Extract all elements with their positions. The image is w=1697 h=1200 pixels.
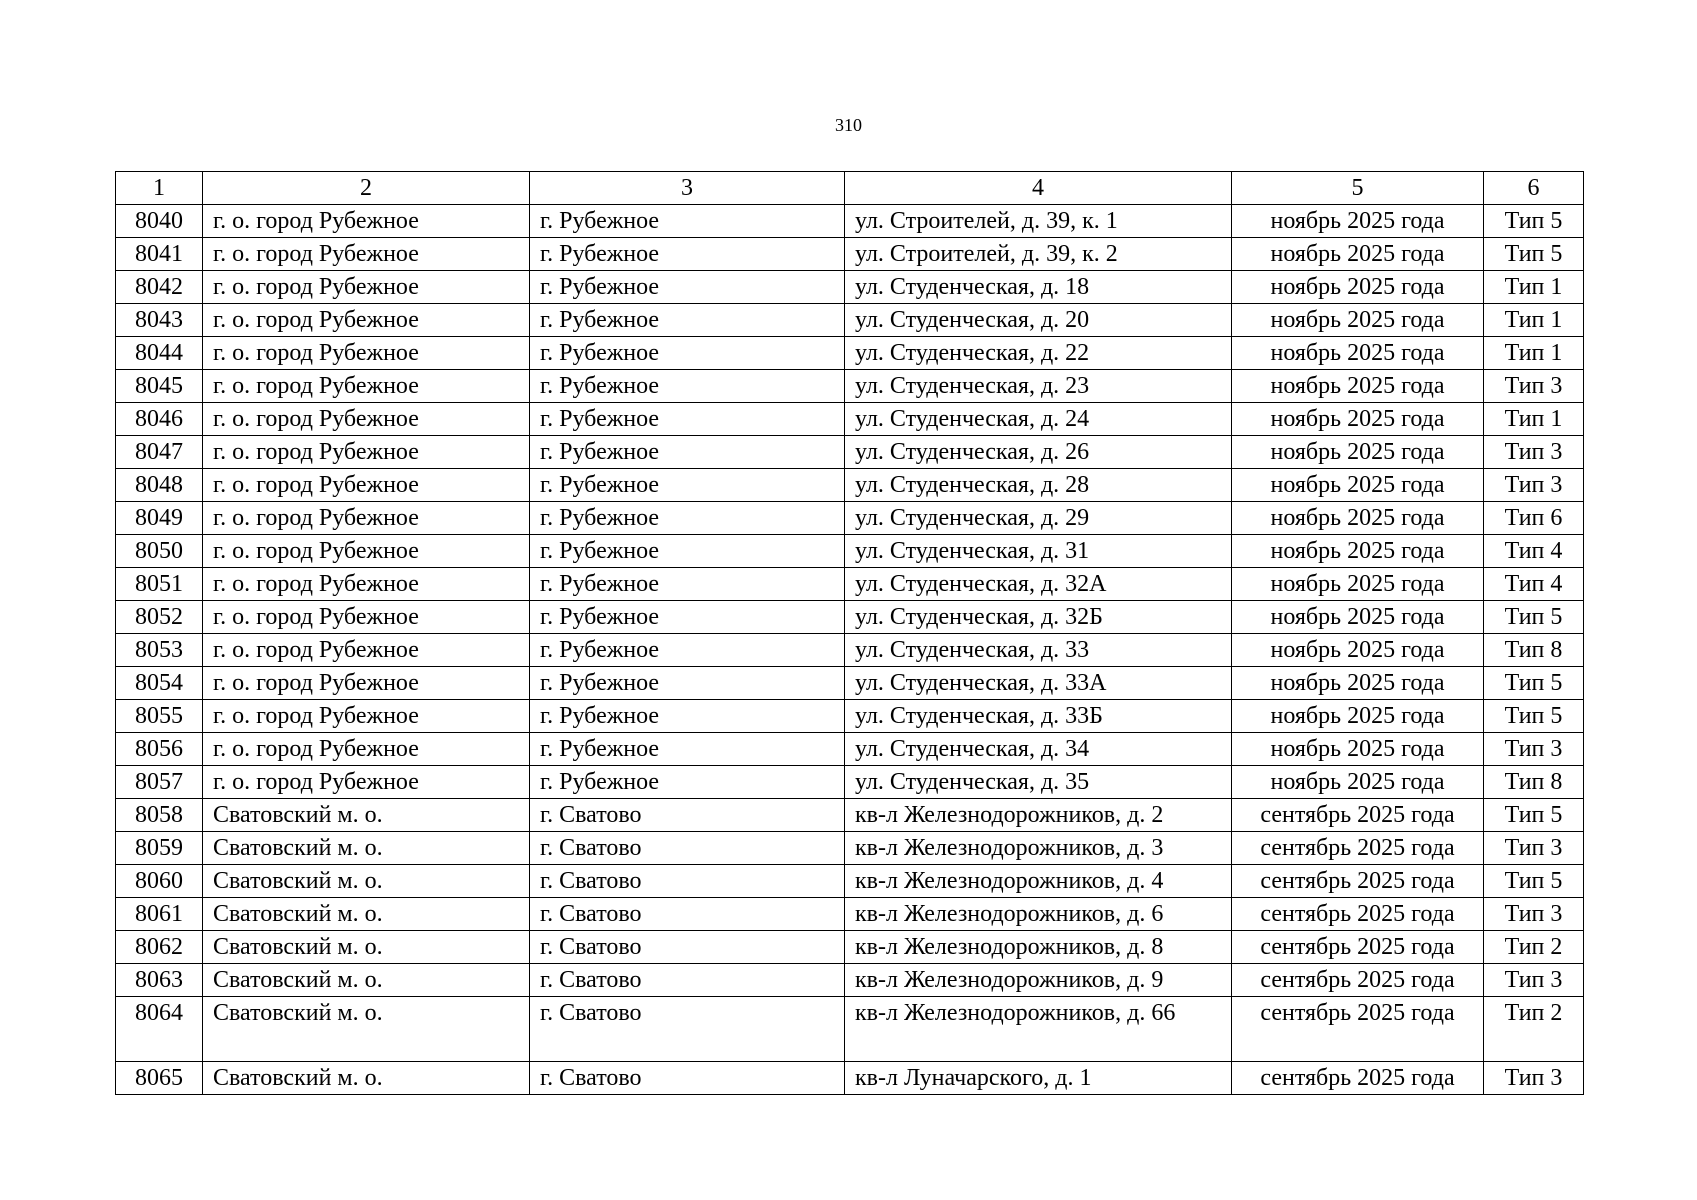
municipality-cell: Сватовский м. о. — [203, 799, 530, 832]
address-cell: ул. Студенческая, д. 32А — [845, 568, 1232, 601]
page-number: 310 — [835, 115, 862, 135]
table-row — [116, 304, 1584, 337]
row-number-cell: 8065 — [116, 1062, 203, 1095]
deadline-cell: ноябрь 2025 года — [1232, 238, 1484, 271]
settlement-cell: г. Рубежное — [530, 469, 845, 502]
municipality-cell: г. о. город Рубежное — [203, 601, 530, 634]
municipality-cell: г. о. город Рубежное — [203, 403, 530, 436]
type-cell: Тип 3 — [1484, 733, 1584, 766]
municipality-cell: г. о. город Рубежное — [203, 568, 530, 601]
column-header: 5 — [1232, 172, 1484, 205]
municipality-cell: г. о. город Рубежное — [203, 205, 530, 238]
deadline-cell: ноябрь 2025 года — [1232, 568, 1484, 601]
deadline-cell: сентябрь 2025 года — [1232, 964, 1484, 997]
table-row — [116, 733, 1584, 766]
address-cell: ул. Студенческая, д. 23 — [845, 370, 1232, 403]
type-cell: Тип 5 — [1484, 238, 1584, 271]
deadline-cell: сентябрь 2025 года — [1232, 931, 1484, 964]
row-number-cell: 8042 — [116, 271, 203, 304]
settlement-cell: г. Сватово — [530, 997, 845, 1062]
deadline-cell: ноябрь 2025 года — [1232, 205, 1484, 238]
settlement-cell: г. Сватово — [530, 832, 845, 865]
row-number-cell: 8050 — [116, 535, 203, 568]
table-row — [116, 238, 1584, 271]
address-cell: кв-л Железнодорожников, д. 2 — [845, 799, 1232, 832]
address-cell: кв-л Луначарского, д. 1 — [845, 1062, 1232, 1095]
municipality-cell: г. о. город Рубежное — [203, 337, 530, 370]
municipality-cell: г. о. город Рубежное — [203, 304, 530, 337]
type-cell: Тип 3 — [1484, 898, 1584, 931]
municipality-cell: г. о. город Рубежное — [203, 766, 530, 799]
table-row — [116, 568, 1584, 601]
deadline-cell: ноябрь 2025 года — [1232, 700, 1484, 733]
table-row — [116, 964, 1584, 997]
address-cell: ул. Студенческая, д. 20 — [845, 304, 1232, 337]
deadline-cell: сентябрь 2025 года — [1232, 997, 1484, 1062]
settlement-cell: г. Рубежное — [530, 337, 845, 370]
address-cell: кв-л Железнодорожников, д. 4 — [845, 865, 1232, 898]
table-row — [116, 865, 1584, 898]
address-cell: ул. Студенческая, д. 26 — [845, 436, 1232, 469]
address-cell: ул. Студенческая, д. 35 — [845, 766, 1232, 799]
address-cell: ул. Студенческая, д. 32Б — [845, 601, 1232, 634]
table-row — [116, 271, 1584, 304]
municipality-cell: г. о. город Рубежное — [203, 733, 530, 766]
type-cell: Тип 1 — [1484, 403, 1584, 436]
type-cell: Тип 5 — [1484, 205, 1584, 238]
address-cell: ул. Студенческая, д. 18 — [845, 271, 1232, 304]
row-number-cell: 8057 — [116, 766, 203, 799]
address-cell: ул. Студенческая, д. 33 — [845, 634, 1232, 667]
row-number-cell: 8045 — [116, 370, 203, 403]
type-cell: Тип 5 — [1484, 865, 1584, 898]
settlement-cell: г. Рубежное — [530, 370, 845, 403]
table-row — [116, 436, 1584, 469]
type-cell: Тип 3 — [1484, 964, 1584, 997]
deadline-cell: ноябрь 2025 года — [1232, 337, 1484, 370]
settlement-cell: г. Рубежное — [530, 205, 845, 238]
municipality-cell: г. о. город Рубежное — [203, 502, 530, 535]
row-number-cell: 8056 — [116, 733, 203, 766]
type-cell: Тип 5 — [1484, 601, 1584, 634]
registry-table — [115, 171, 1584, 1095]
table-row — [116, 898, 1584, 931]
settlement-cell: г. Рубежное — [530, 436, 845, 469]
row-number-cell: 8047 — [116, 436, 203, 469]
address-cell: ул. Студенческая, д. 29 — [845, 502, 1232, 535]
type-cell: Тип 3 — [1484, 1062, 1584, 1095]
deadline-cell: ноябрь 2025 года — [1232, 766, 1484, 799]
type-cell: Тип 4 — [1484, 568, 1584, 601]
settlement-cell: г. Рубежное — [530, 667, 845, 700]
type-cell: Тип 3 — [1484, 832, 1584, 865]
address-cell: ул. Строителей, д. 39, к. 1 — [845, 205, 1232, 238]
deadline-cell: сентябрь 2025 года — [1232, 832, 1484, 865]
type-cell: Тип 2 — [1484, 997, 1584, 1062]
table-row — [116, 832, 1584, 865]
settlement-cell: г. Рубежное — [530, 634, 845, 667]
municipality-cell: г. о. город Рубежное — [203, 535, 530, 568]
type-cell: Тип 2 — [1484, 931, 1584, 964]
deadline-cell: ноябрь 2025 года — [1232, 634, 1484, 667]
municipality-cell: Сватовский м. о. — [203, 964, 530, 997]
table-row — [116, 370, 1584, 403]
municipality-cell: г. о. город Рубежное — [203, 469, 530, 502]
address-cell: ул. Студенческая, д. 31 — [845, 535, 1232, 568]
type-cell: Тип 1 — [1484, 304, 1584, 337]
column-header: 2 — [203, 172, 530, 205]
settlement-cell: г. Рубежное — [530, 766, 845, 799]
column-header: 1 — [116, 172, 203, 205]
type-cell: Тип 5 — [1484, 799, 1584, 832]
settlement-cell: г. Рубежное — [530, 271, 845, 304]
municipality-cell: Сватовский м. о. — [203, 997, 530, 1062]
table-row — [116, 337, 1584, 370]
table-row — [116, 700, 1584, 733]
deadline-cell: сентябрь 2025 года — [1232, 898, 1484, 931]
row-number-cell: 8064 — [116, 997, 203, 1062]
column-header: 3 — [530, 172, 845, 205]
settlement-cell: г. Рубежное — [530, 733, 845, 766]
municipality-cell: Сватовский м. о. — [203, 865, 530, 898]
address-cell: ул. Студенческая, д. 33Б — [845, 700, 1232, 733]
row-number-cell: 8041 — [116, 238, 203, 271]
table-row — [116, 535, 1584, 568]
row-number-cell: 8048 — [116, 469, 203, 502]
settlement-cell: г. Рубежное — [530, 304, 845, 337]
type-cell: Тип 5 — [1484, 667, 1584, 700]
deadline-cell: сентябрь 2025 года — [1232, 799, 1484, 832]
row-number-cell: 8060 — [116, 865, 203, 898]
settlement-cell: г. Рубежное — [530, 502, 845, 535]
table-row — [116, 634, 1584, 667]
table-row — [116, 403, 1584, 436]
row-number-cell: 8052 — [116, 601, 203, 634]
municipality-cell: г. о. город Рубежное — [203, 634, 530, 667]
municipality-cell: г. о. город Рубежное — [203, 436, 530, 469]
table-row — [116, 601, 1584, 634]
type-cell: Тип 1 — [1484, 337, 1584, 370]
municipality-cell: Сватовский м. о. — [203, 1062, 530, 1095]
municipality-cell: г. о. город Рубежное — [203, 238, 530, 271]
header-row — [116, 172, 1584, 205]
settlement-cell: г. Рубежное — [530, 568, 845, 601]
table-row — [116, 667, 1584, 700]
address-cell: кв-л Железнодорожников, д. 6 — [845, 898, 1232, 931]
type-cell: Тип 3 — [1484, 469, 1584, 502]
row-number-cell: 8049 — [116, 502, 203, 535]
type-cell: Тип 4 — [1484, 535, 1584, 568]
row-number-cell: 8043 — [116, 304, 203, 337]
row-number-cell: 8054 — [116, 667, 203, 700]
row-number-cell: 8061 — [116, 898, 203, 931]
type-cell: Тип 8 — [1484, 766, 1584, 799]
settlement-cell: г. Рубежное — [530, 535, 845, 568]
deadline-cell: ноябрь 2025 года — [1232, 403, 1484, 436]
row-number-cell: 8040 — [116, 205, 203, 238]
table-row — [116, 766, 1584, 799]
deadline-cell: ноябрь 2025 года — [1232, 436, 1484, 469]
type-cell: Тип 5 — [1484, 700, 1584, 733]
table-row — [116, 997, 1584, 1062]
municipality-cell: г. о. город Рубежное — [203, 667, 530, 700]
address-cell: ул. Строителей, д. 39, к. 2 — [845, 238, 1232, 271]
row-number-cell: 8063 — [116, 964, 203, 997]
settlement-cell: г. Рубежное — [530, 403, 845, 436]
column-header: 6 — [1484, 172, 1584, 205]
deadline-cell: сентябрь 2025 года — [1232, 865, 1484, 898]
settlement-cell: г. Сватово — [530, 931, 845, 964]
table-row — [116, 799, 1584, 832]
table-row — [116, 502, 1584, 535]
deadline-cell: ноябрь 2025 года — [1232, 271, 1484, 304]
settlement-cell: г. Сватово — [530, 865, 845, 898]
table-row — [116, 931, 1584, 964]
address-cell: ул. Студенческая, д. 28 — [845, 469, 1232, 502]
settlement-cell: г. Рубежное — [530, 601, 845, 634]
table-row — [116, 469, 1584, 502]
settlement-cell: г. Сватово — [530, 964, 845, 997]
table-row — [116, 205, 1584, 238]
municipality-cell: г. о. город Рубежное — [203, 370, 530, 403]
table-body — [116, 205, 1584, 1095]
deadline-cell: ноябрь 2025 года — [1232, 370, 1484, 403]
settlement-cell: г. Сватово — [530, 799, 845, 832]
type-cell: Тип 6 — [1484, 502, 1584, 535]
address-cell: кв-л Железнодорожников, д. 3 — [845, 832, 1232, 865]
row-number-cell: 8053 — [116, 634, 203, 667]
row-number-cell: 8055 — [116, 700, 203, 733]
type-cell: Тип 3 — [1484, 370, 1584, 403]
type-cell: Тип 1 — [1484, 271, 1584, 304]
settlement-cell: г. Сватово — [530, 898, 845, 931]
row-number-cell: 8051 — [116, 568, 203, 601]
municipality-cell: Сватовский м. о. — [203, 832, 530, 865]
settlement-cell: г. Рубежное — [530, 700, 845, 733]
address-cell: кв-л Железнодорожников, д. 9 — [845, 964, 1232, 997]
address-cell: ул. Студенческая, д. 24 — [845, 403, 1232, 436]
deadline-cell: ноябрь 2025 года — [1232, 304, 1484, 337]
address-cell: кв-л Железнодорожников, д. 66 — [845, 997, 1232, 1062]
address-cell: ул. Студенческая, д. 33А — [845, 667, 1232, 700]
table-row — [116, 1062, 1584, 1095]
address-cell: ул. Студенческая, д. 22 — [845, 337, 1232, 370]
deadline-cell: сентябрь 2025 года — [1232, 1062, 1484, 1095]
deadline-cell: ноябрь 2025 года — [1232, 667, 1484, 700]
deadline-cell: ноябрь 2025 года — [1232, 502, 1484, 535]
address-cell: ул. Студенческая, д. 34 — [845, 733, 1232, 766]
municipality-cell: Сватовский м. о. — [203, 898, 530, 931]
type-cell: Тип 3 — [1484, 436, 1584, 469]
deadline-cell: ноябрь 2025 года — [1232, 469, 1484, 502]
deadline-cell: ноябрь 2025 года — [1232, 733, 1484, 766]
type-cell: Тип 8 — [1484, 634, 1584, 667]
municipality-cell: г. о. город Рубежное — [203, 700, 530, 733]
row-number-cell: 8059 — [116, 832, 203, 865]
column-header: 4 — [845, 172, 1232, 205]
settlement-cell: г. Сватово — [530, 1062, 845, 1095]
municipality-cell: Сватовский м. о. — [203, 931, 530, 964]
municipality-cell: г. о. город Рубежное — [203, 271, 530, 304]
row-number-cell: 8062 — [116, 931, 203, 964]
row-number-cell: 8044 — [116, 337, 203, 370]
row-number-cell: 8058 — [116, 799, 203, 832]
address-cell: кв-л Железнодорожников, д. 8 — [845, 931, 1232, 964]
row-number-cell: 8046 — [116, 403, 203, 436]
deadline-cell: ноябрь 2025 года — [1232, 535, 1484, 568]
deadline-cell: ноябрь 2025 года — [1232, 601, 1484, 634]
settlement-cell: г. Рубежное — [530, 238, 845, 271]
